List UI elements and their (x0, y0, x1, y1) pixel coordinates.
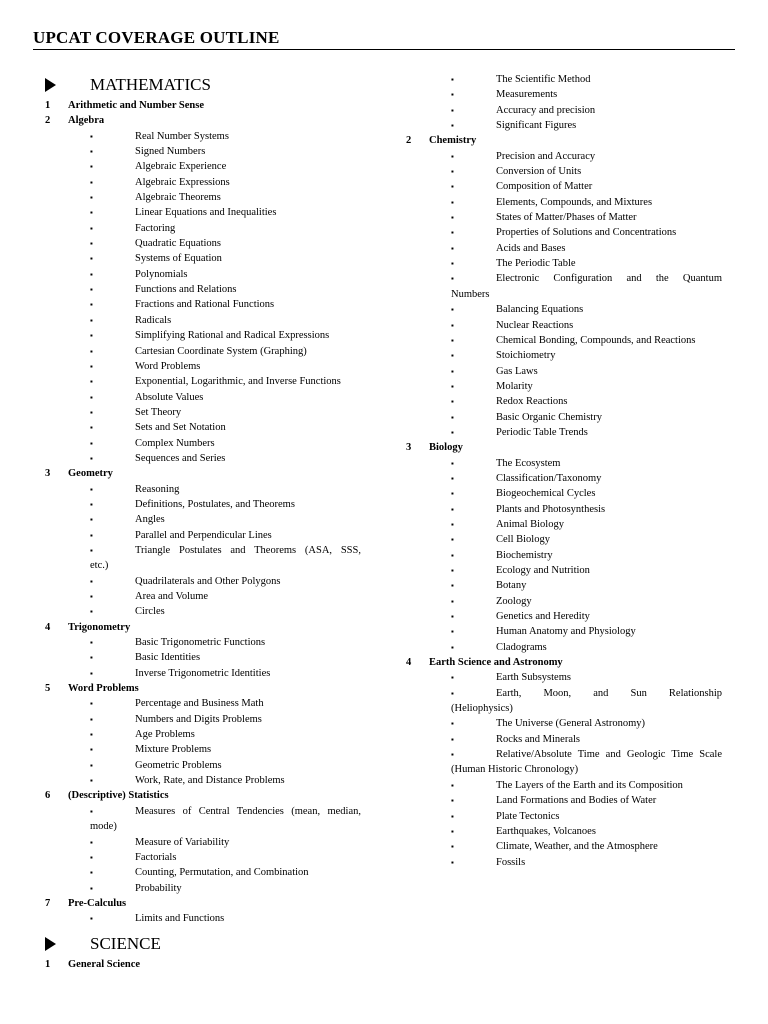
category-number: 1 (45, 958, 51, 970)
list-item-text: The Layers of the Earth and its Composition (496, 779, 683, 791)
square-bullet-icon: ▪ (451, 305, 454, 315)
list-item-text: Biochemistry (496, 549, 553, 561)
list-item-text: Rocks and Minerals (496, 733, 580, 745)
list-item-text: Absolute Values (135, 391, 204, 403)
square-bullet-icon: ▪ (90, 239, 93, 249)
square-bullet-icon: ▪ (90, 223, 93, 233)
square-bullet-icon: ▪ (90, 653, 93, 663)
square-bullet-icon: ▪ (451, 151, 454, 161)
square-bullet-icon: ▪ (90, 407, 93, 417)
list-item-text: Percentage and Business Math (135, 698, 264, 710)
list-item-text: Functions and Relations (135, 284, 237, 296)
category-number: 3 (406, 442, 412, 454)
square-bullet-icon: ▪ (90, 254, 93, 264)
section-heading-label: SCIENCE (90, 933, 161, 953)
list-item-text: Molarity (496, 380, 533, 392)
square-bullet-icon: ▪ (90, 392, 93, 402)
category-name: Algebra (68, 115, 105, 127)
square-bullet-icon: ▪ (90, 607, 93, 617)
list-item-text: Significant Figures (496, 120, 577, 132)
square-bullet-icon: ▪ (451, 228, 454, 238)
square-bullet-icon: ▪ (90, 730, 93, 740)
list-item (0, 87, 768, 102)
list-item-text: Probability (135, 882, 182, 894)
square-bullet-icon: ▪ (90, 499, 93, 509)
square-bullet-icon: ▪ (90, 914, 93, 924)
square-bullet-icon: ▪ (451, 366, 454, 376)
list-item-text: Cartesian Coordinate System (Graphing) (135, 345, 307, 357)
square-bullet-icon: ▪ (90, 315, 93, 325)
list-item (0, 456, 768, 471)
category-name: Arithmetic and Number Sense (68, 100, 205, 111)
list-item-text: Measurements (496, 89, 558, 101)
list-item-text: Mixture Problems (135, 744, 212, 756)
square-bullet-icon: ▪ (90, 484, 93, 494)
list-item (0, 624, 768, 639)
list-item-text: Sets and Set Notation (135, 422, 226, 434)
list-item-text: Botany (496, 580, 527, 592)
list-item-text: Parallel and Perpendicular Lines (135, 529, 272, 541)
category-heading (0, 896, 380, 911)
list-item (0, 881, 380, 896)
square-bullet-icon: ▪ (90, 806, 93, 816)
square-bullet-icon: ▪ (90, 331, 93, 341)
square-bullet-icon: ▪ (451, 581, 454, 591)
category-name: Word Problems (68, 683, 139, 695)
list-item-text: Earthquakes, Volcanoes (496, 825, 596, 837)
list-item-text: Acids and Bases (496, 242, 566, 254)
list-item-text: The Scientific Method (496, 74, 591, 85)
list-item-text: Relative/Absolute Time and Geologic Time Scale (496, 749, 722, 761)
square-bullet-icon: ▪ (90, 453, 93, 463)
list-item-text: Accuracy and precision (496, 104, 596, 116)
list-item-text: Biogeochemical Cycles (496, 488, 596, 500)
category-name: General Science (68, 958, 141, 970)
square-bullet-icon: ▪ (451, 397, 454, 407)
square-bullet-icon: ▪ (451, 673, 454, 683)
square-bullet-icon: ▪ (451, 427, 454, 437)
square-bullet-icon: ▪ (90, 592, 93, 601)
list-item-text: Numbers and Digits Problems (135, 713, 262, 725)
list-item-text: Elements, Compounds, and Mixtures (496, 196, 653, 208)
list-item-text: Gas Laws (496, 365, 538, 377)
list-item (0, 839, 768, 854)
square-bullet-icon: ▪ (90, 147, 93, 157)
list-item-text: Land Formations and Bodies of Water (496, 795, 657, 807)
square-bullet-icon: ▪ (90, 377, 93, 387)
list-item-text: Basic Trigonometric Functions (135, 637, 266, 649)
list-item-text: States of Matter/Phases of Matter (496, 212, 637, 224)
category-name: Trigonometry (68, 621, 131, 633)
list-item-text: Linear Equations and Inequalities (135, 207, 277, 219)
square-bullet-icon: ▪ (451, 750, 454, 760)
list-item (0, 517, 768, 532)
category-number: 1 (45, 100, 51, 111)
list-item-text: Geometric Problems (135, 759, 222, 771)
square-bullet-icon: ▪ (451, 335, 454, 345)
category-heading (0, 133, 768, 148)
square-bullet-icon: ▪ (451, 259, 454, 269)
category-name: Chemistry (429, 135, 477, 147)
category-heading (0, 957, 380, 972)
square-bullet-icon: ▪ (451, 182, 454, 192)
category-number: 4 (406, 657, 412, 669)
list-item-text: Factoring (135, 222, 176, 234)
category-number: 3 (45, 468, 51, 480)
square-bullet-icon: ▪ (451, 719, 454, 729)
list-item (0, 195, 768, 210)
list-item-text: Precision and Accuracy (496, 150, 596, 162)
right-column (0, 72, 768, 870)
list-item (0, 502, 768, 517)
square-bullet-icon: ▪ (90, 361, 93, 371)
triangle-bullet-icon (45, 937, 56, 951)
list-item-text: Algebraic Expressions (135, 176, 230, 188)
square-bullet-icon: ▪ (451, 213, 454, 223)
list-item-text: Definitions, Postulates, and Theorems (135, 498, 295, 510)
square-bullet-icon: ▪ (90, 300, 93, 310)
list-item (0, 210, 768, 225)
list-item-text: Limits and Functions (135, 913, 225, 925)
square-bullet-icon: ▪ (90, 423, 93, 433)
list-item-text: Basic Identities (135, 652, 201, 664)
list-item (0, 149, 768, 164)
square-bullet-icon: ▪ (90, 545, 93, 555)
list-item-text: Plants and Photosynthesis (496, 503, 606, 515)
list-item-text: Set Theory (135, 406, 182, 418)
list-item (0, 164, 768, 179)
list-item-text-continued: mode) (90, 821, 117, 833)
list-item (0, 578, 768, 593)
list-item-text: Counting, Permutation, and Combination (135, 867, 309, 879)
list-item (0, 302, 768, 317)
square-bullet-icon: ▪ (90, 745, 93, 755)
square-bullet-icon: ▪ (90, 668, 93, 678)
list-item (0, 640, 768, 655)
list-item (0, 609, 768, 624)
list-item-text: Polynomials (135, 268, 188, 280)
square-bullet-icon: ▪ (451, 535, 454, 545)
square-bullet-icon: ▪ (451, 688, 454, 698)
list-item-text: Basic Organic Chemistry (496, 411, 602, 423)
square-bullet-icon: ▪ (451, 842, 454, 852)
category-number: 4 (45, 621, 51, 633)
list-item-text: Genetics and Heredity (496, 611, 590, 623)
title-rule (33, 49, 735, 50)
list-item (0, 793, 768, 808)
list-item-text: Animal Biology (496, 518, 564, 530)
list-item-text: Inverse Trigonometric Identities (135, 667, 271, 679)
category-name: Biology (429, 442, 463, 454)
list-item-text: The Periodic Table (496, 258, 576, 270)
square-bullet-icon: ▪ (451, 780, 454, 790)
category-name: Geometry (68, 468, 113, 480)
list-item (0, 179, 768, 194)
list-item (0, 716, 768, 731)
square-bullet-icon: ▪ (90, 760, 93, 770)
square-bullet-icon: ▪ (90, 883, 93, 893)
list-item-text: Climate, Weather, and the Atmosphere (496, 841, 658, 853)
square-bullet-icon: ▪ (451, 489, 454, 499)
list-item-text: Area and Volume (135, 591, 209, 602)
list-item-text: Complex Numbers (135, 437, 215, 449)
square-bullet-icon: ▪ (451, 627, 454, 637)
list-item-text: Ecology and Nutrition (496, 565, 590, 576)
list-item (0, 256, 768, 271)
square-bullet-icon: ▪ (451, 473, 454, 483)
list-item-text: The Ecosystem (496, 457, 561, 469)
category-name: Pre-Calculus (68, 897, 127, 909)
square-bullet-icon: ▪ (451, 75, 454, 84)
square-bullet-icon: ▪ (451, 826, 454, 836)
list-item-text: Stoichiometry (496, 350, 556, 362)
square-bullet-icon: ▪ (451, 197, 454, 207)
list-item (0, 333, 768, 348)
square-bullet-icon: ▪ (451, 412, 454, 422)
list-item (0, 241, 768, 256)
page-title: UPCAT COVERAGE OUTLINE (33, 28, 280, 47)
square-bullet-icon: ▪ (90, 714, 93, 724)
list-item-text: Properties of Solutions and Concentrations (496, 227, 677, 239)
list-item (0, 425, 768, 440)
list-item (0, 348, 768, 363)
square-bullet-icon: ▪ (90, 438, 93, 448)
square-bullet-icon: ▪ (90, 162, 93, 172)
list-item-text: Simplifying Rational and Radical Expressions (135, 330, 330, 342)
square-bullet-icon: ▪ (90, 530, 93, 540)
list-item (0, 911, 380, 926)
square-bullet-icon: ▪ (451, 811, 454, 821)
list-item (0, 471, 768, 486)
list-item-text: Exponential, Logarithmic, and Inverse Functions (135, 376, 341, 388)
square-bullet-icon: ▪ (90, 269, 93, 279)
square-bullet-icon: ▪ (90, 852, 93, 862)
square-bullet-icon: ▪ (451, 519, 454, 529)
list-item-text: Circles (135, 606, 165, 618)
list-item-text-continued: etc.) (90, 560, 109, 572)
category-heading (0, 440, 768, 455)
list-item-text: Algebraic Theorems (135, 192, 221, 204)
list-item (0, 855, 768, 870)
square-bullet-icon: ▪ (451, 121, 454, 131)
list-item (0, 394, 768, 409)
square-bullet-icon: ▪ (451, 351, 454, 361)
list-item-text: Fossils (496, 856, 526, 868)
list-item-text: Fractions and Rational Functions (135, 299, 275, 311)
list-item-text: Measures of Central Tendencies (mean, median, (135, 805, 361, 817)
list-item-text: Triangle Postulates and Theorems (ASA, SSS, (135, 544, 361, 556)
list-item-text: Reasoning (135, 483, 180, 495)
category-number: 7 (45, 897, 51, 909)
square-bullet-icon: ▪ (90, 285, 93, 295)
list-item-text: Systems of Equation (135, 253, 222, 265)
list-item-text: Electronic Configuration and the Quantum (496, 273, 722, 285)
square-bullet-icon: ▪ (451, 504, 454, 514)
square-bullet-icon: ▪ (451, 458, 454, 468)
list-item-text: Earth, Moon, and Sun Relationship (496, 687, 722, 699)
square-bullet-icon: ▪ (451, 320, 454, 330)
list-item (0, 548, 768, 563)
square-bullet-icon: ▪ (90, 515, 93, 525)
list-item (0, 225, 768, 240)
list-item-text: Classification/Taxonomy (496, 472, 602, 484)
category-number: 6 (45, 790, 51, 802)
square-bullet-icon: ▪ (90, 208, 93, 218)
list-item-text: Quadratic Equations (135, 238, 222, 250)
list-item-text: Real Number Systems (135, 130, 229, 142)
list-item-text: Composition of Matter (496, 181, 593, 193)
list-item (0, 103, 768, 118)
category-heading (0, 655, 768, 670)
square-bullet-icon: ▪ (451, 642, 454, 652)
square-bullet-icon: ▪ (451, 167, 454, 177)
list-item-text: Factorials (135, 851, 177, 863)
list-item-text: The Universe (General Astronomy) (496, 718, 645, 730)
list-item-text: Cladograms (496, 641, 547, 653)
list-item (0, 809, 768, 824)
list-item-text: Nuclear Reactions (496, 319, 574, 331)
list-item (0, 486, 768, 501)
list-item-text: Quadrilaterals and Other Polygons (135, 575, 281, 587)
list-item (0, 118, 768, 133)
category-number: 2 (45, 115, 51, 127)
square-bullet-icon: ▪ (451, 612, 454, 622)
list-item-text-continued: Numbers (451, 288, 490, 300)
square-bullet-icon: ▪ (90, 699, 93, 709)
square-bullet-icon: ▪ (451, 243, 454, 253)
section-heading-label: MATHEMATICS (90, 75, 211, 94)
square-bullet-icon: ▪ (451, 857, 454, 867)
list-item (0, 747, 768, 778)
square-bullet-icon: ▪ (451, 381, 454, 391)
list-item-text: Balancing Equations (496, 304, 584, 316)
list-item-text: Conversion of Units (496, 166, 582, 178)
list-item (0, 824, 768, 839)
square-bullet-icon: ▪ (90, 346, 93, 356)
list-item-text: Age Problems (135, 729, 195, 741)
square-bullet-icon: ▪ (90, 193, 93, 203)
square-bullet-icon: ▪ (451, 734, 454, 744)
category-number: 5 (45, 683, 51, 695)
list-item-text: Human Anatomy and Physiology (496, 626, 636, 638)
list-item-text: Angles (135, 514, 165, 526)
square-bullet-icon: ▪ (90, 868, 93, 878)
list-item-text: Algebraic Experience (135, 161, 227, 173)
list-item-text: Chemical Bonding, Compounds, and Reactions (496, 334, 696, 346)
category-name: Earth Science and Astronomy (429, 657, 563, 669)
square-bullet-icon: ▪ (451, 596, 454, 606)
square-bullet-icon: ▪ (90, 131, 93, 141)
list-item-text: Redox Reactions (496, 396, 568, 408)
list-item (0, 410, 768, 425)
list-item-text-continued: (Human Historic Chronology) (451, 764, 579, 776)
list-item-text: Periodic Table Trends (496, 426, 588, 438)
list-item (0, 594, 768, 609)
list-item-text: Sequences and Series (135, 452, 226, 464)
category-number: 2 (406, 135, 412, 147)
list-item-text: Radicals (135, 314, 172, 326)
list-item-text: Signed Numbers (135, 146, 206, 158)
list-item (0, 670, 768, 685)
list-item-text: Earth Subsystems (496, 672, 571, 684)
list-item (0, 72, 768, 87)
list-item-text: Plate Tectonics (496, 810, 560, 822)
list-item (0, 778, 768, 793)
square-bullet-icon: ▪ (451, 90, 454, 100)
list-item (0, 379, 768, 394)
section-heading (0, 931, 380, 957)
list-item (0, 563, 768, 578)
list-item-text: Word Problems (135, 360, 201, 372)
square-bullet-icon: ▪ (451, 274, 454, 284)
square-bullet-icon: ▪ (90, 177, 93, 187)
list-item-text: Work, Rate, and Distance Problems (135, 775, 285, 787)
square-bullet-icon: ▪ (451, 550, 454, 560)
list-item (0, 318, 768, 333)
list-item-text-continued: (Heliophysics) (451, 703, 513, 715)
square-bullet-icon: ▪ (451, 105, 454, 115)
list-item-text: Measure of Variability (135, 836, 230, 848)
list-item-text: Zoology (496, 595, 532, 607)
list-item (0, 732, 768, 747)
square-bullet-icon: ▪ (90, 776, 93, 786)
square-bullet-icon: ▪ (90, 638, 93, 648)
list-item-text: Cell Biology (496, 534, 550, 546)
square-bullet-icon: ▪ (90, 837, 93, 847)
square-bullet-icon: ▪ (451, 796, 454, 806)
category-name: (Descriptive) Statistics (68, 790, 169, 802)
square-bullet-icon: ▪ (451, 566, 454, 575)
list-item (0, 532, 768, 547)
list-item (0, 364, 768, 379)
list-item (0, 686, 768, 717)
list-item (0, 271, 768, 302)
square-bullet-icon: ▪ (90, 576, 93, 586)
